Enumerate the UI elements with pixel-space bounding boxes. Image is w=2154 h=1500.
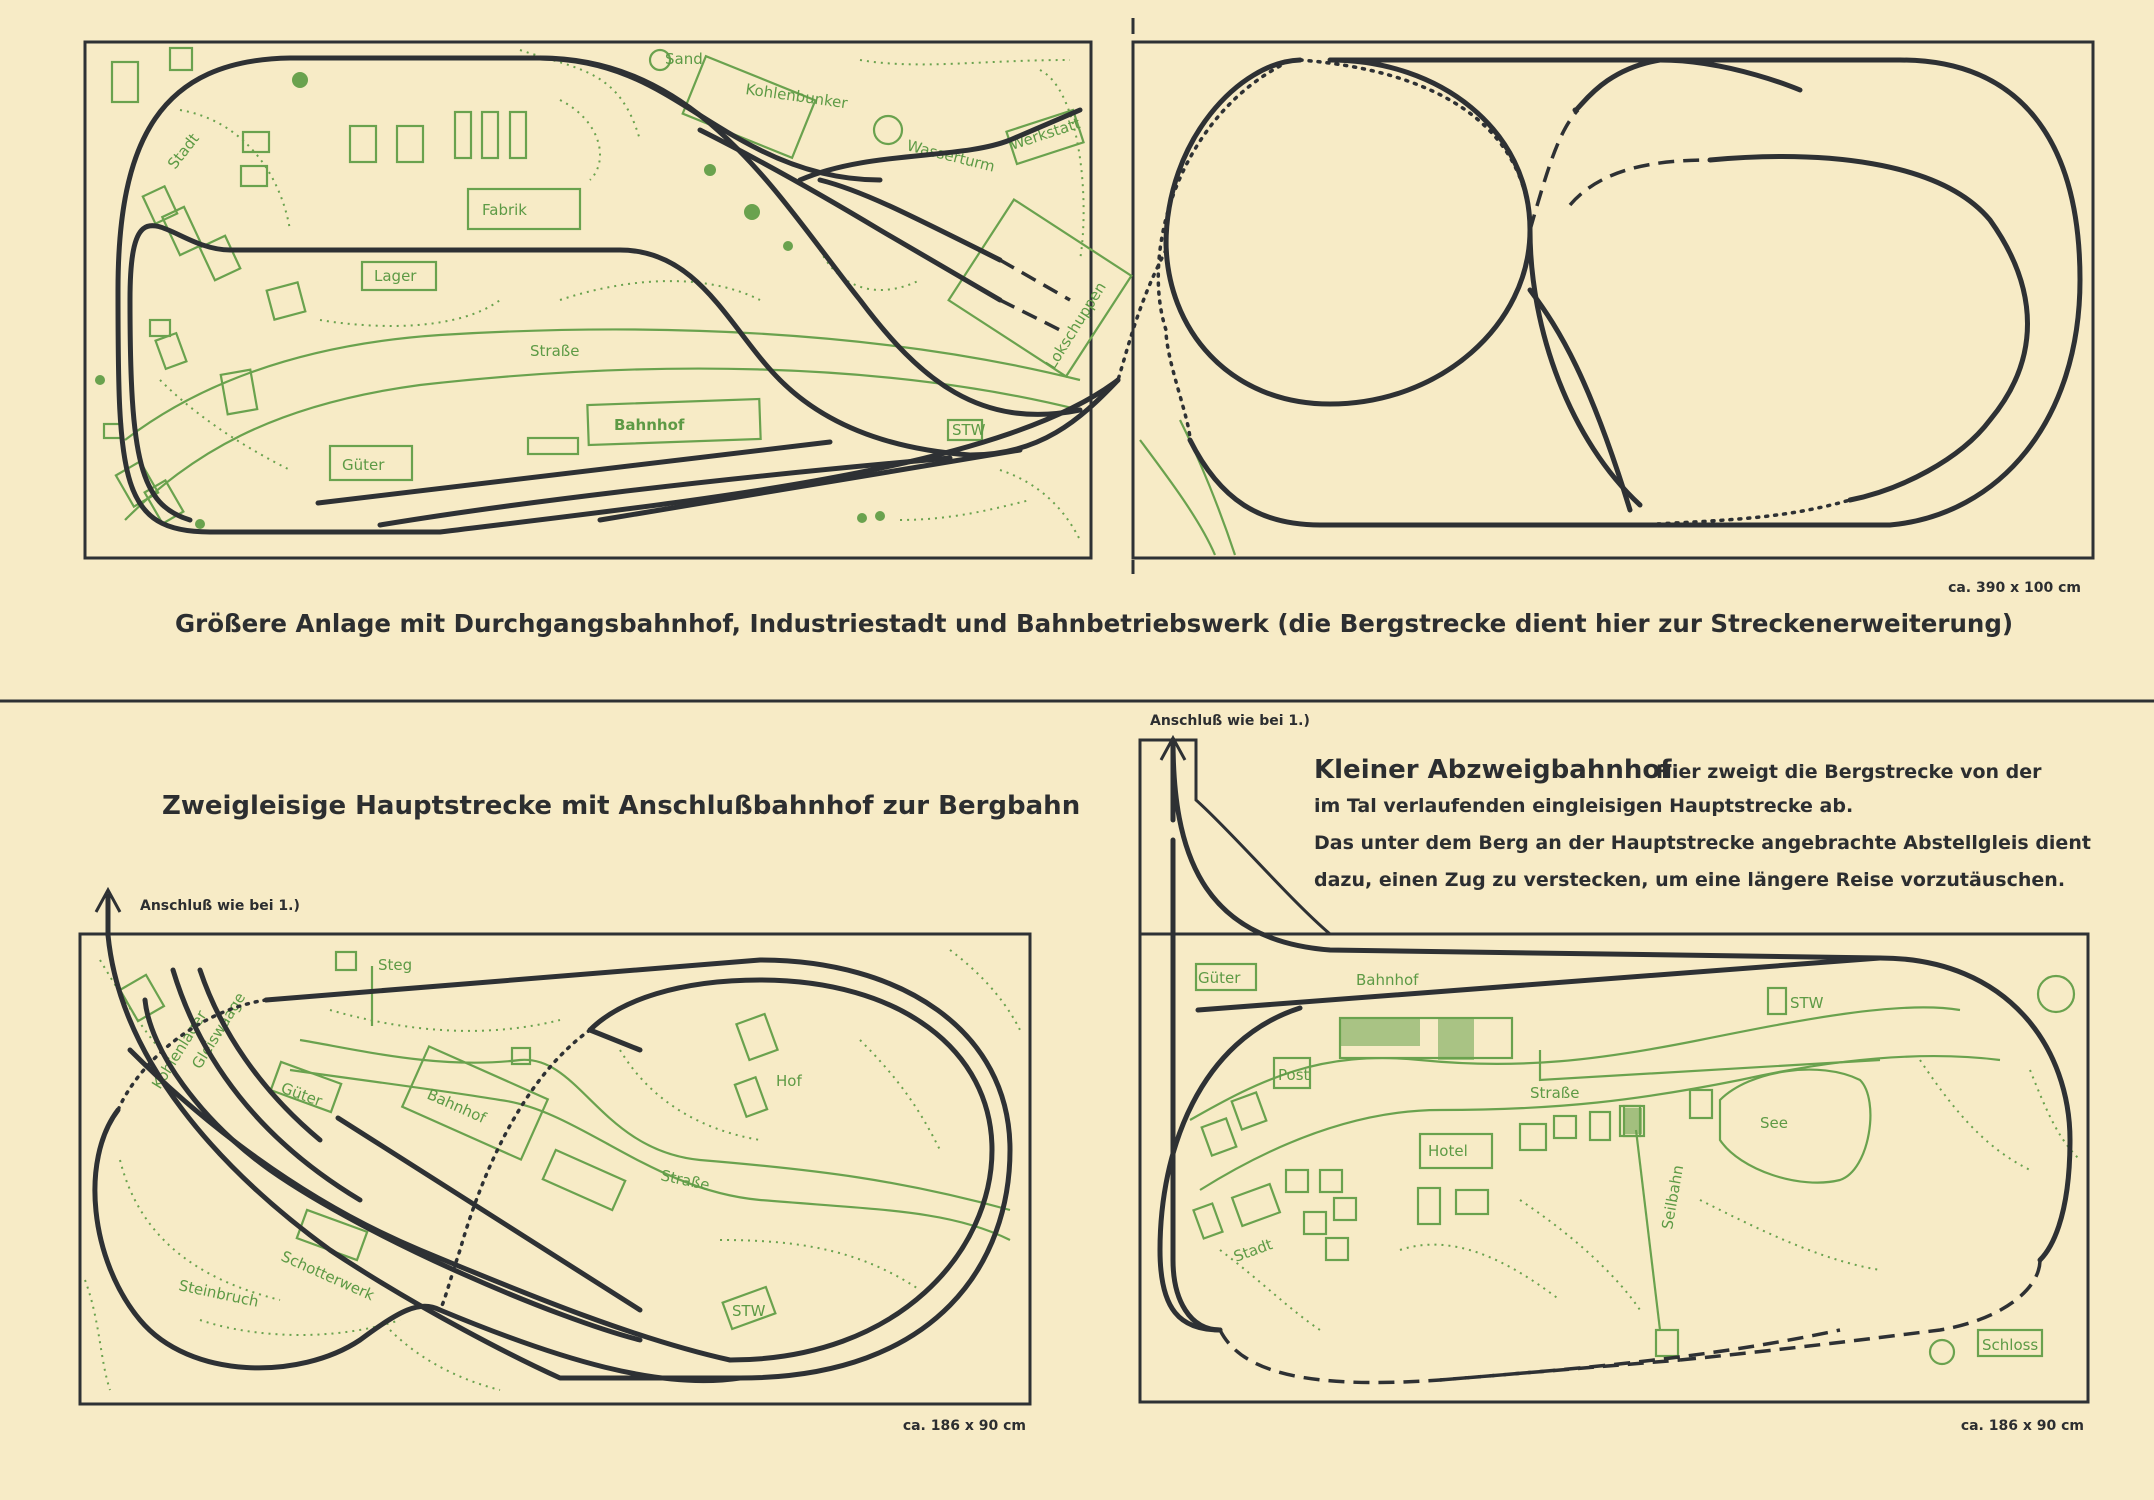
label-kohlenlager: Kohlenlager xyxy=(148,1007,211,1093)
label-steinbruch: Steinbruch xyxy=(177,1276,261,1311)
label-gleiswaage: Gleiswaage xyxy=(188,989,250,1073)
label-post: Post xyxy=(1278,1066,1310,1084)
label-hotel: Hotel xyxy=(1428,1142,1468,1160)
label-schloss: Schloss xyxy=(1982,1336,2039,1354)
label-sand: Sand xyxy=(665,50,703,68)
hof-building xyxy=(736,1014,777,1060)
layout-3-heading: Kleiner Abzweigbahnhof xyxy=(1314,755,1672,785)
label-stadt: Stadt xyxy=(163,129,203,173)
layout-1-title: Größere Anlage mit Durchgangsbahnhof, Industriestadt und Bahnbetriebswerk (die Bergstrecke dient hier zur Streckenerweiterung) xyxy=(175,609,2014,638)
label-lokschuppen: Lokschuppen xyxy=(1042,278,1110,373)
wasserturm xyxy=(874,116,902,144)
layout-3-size: ca. 186 x 90 cm xyxy=(1960,1418,2084,1434)
label-strasse-3: Straße xyxy=(1530,1084,1580,1102)
label-fabrik: Fabrik xyxy=(482,201,527,219)
label-schotterwerk: Schotterwerk xyxy=(278,1247,378,1305)
layout-3 xyxy=(1140,713,2091,1434)
layout-2-size: ca. 186 x 90 cm xyxy=(902,1418,1026,1434)
label-bahnhof-3: Bahnhof xyxy=(1356,971,1419,989)
label-stw-3: STW xyxy=(1790,994,1824,1012)
label-bahnhof-2: Bahnhof xyxy=(424,1085,489,1128)
layout-2-connection: Anschluß wie bei 1.) xyxy=(140,898,300,914)
layout-3-text-line-4: dazu, einen Zug zu verstecken, um eine längere Reise vorzutäuschen. xyxy=(1314,869,2066,891)
layout-1-size: ca. 390 x 100 cm xyxy=(1948,580,2081,596)
label-see: See xyxy=(1760,1114,1788,1132)
label-werkstatt: Werkstatt xyxy=(1007,114,1083,154)
label-wasserturm: Wasserturm xyxy=(905,136,997,176)
layout-3-connection: Anschluß wie bei 1.) xyxy=(1150,713,1310,729)
label-strasse-2: Straße xyxy=(659,1166,712,1195)
layout-2 xyxy=(80,791,1080,1434)
label-hof: Hof xyxy=(776,1072,802,1090)
label-seilbahn: Seilbahn xyxy=(1658,1163,1688,1231)
layout-3-text-line-2: im Tal verlaufenden eingleisigen Hauptstrecke ab. xyxy=(1314,795,1854,817)
stw-building-3 xyxy=(1768,988,1786,1014)
layout-1-frame-left xyxy=(85,42,1091,558)
label-stadt-3: Stadt xyxy=(1231,1235,1275,1266)
label-kohlenbunker: Kohlenbunker xyxy=(744,80,849,113)
label-strasse-1: Straße xyxy=(530,342,580,360)
see-lake xyxy=(1720,1070,1870,1183)
label-stw-2: STW xyxy=(732,1302,766,1320)
label-steg: Steg xyxy=(378,956,413,974)
label-gueter-2: Güter xyxy=(278,1078,325,1111)
layout-1-frame-right xyxy=(1133,42,2093,558)
layout-3-text-line-1: Hier zweigt die Bergstrecke von der xyxy=(1656,761,2042,783)
label-gueter-3: Güter xyxy=(1198,969,1241,987)
label-stw-1: STW xyxy=(952,421,986,439)
layout-1 xyxy=(85,18,2093,638)
layout-2-title: Zweigleisige Hauptstrecke mit Anschlußbahnhof zur Bergbahn xyxy=(162,791,1081,821)
layout-1-mountain-tracks xyxy=(1118,60,2080,525)
label-gueter-1: Güter xyxy=(342,456,385,474)
label-bahnhof-1: Bahnhof xyxy=(614,416,685,434)
label-lager: Lager xyxy=(374,267,417,285)
layout-3-scenery xyxy=(1190,964,2080,1364)
layout-3-text-line-3: Das unter dem Berg an der Hauptstrecke angebrachte Abstellgleis dient xyxy=(1314,832,2091,854)
